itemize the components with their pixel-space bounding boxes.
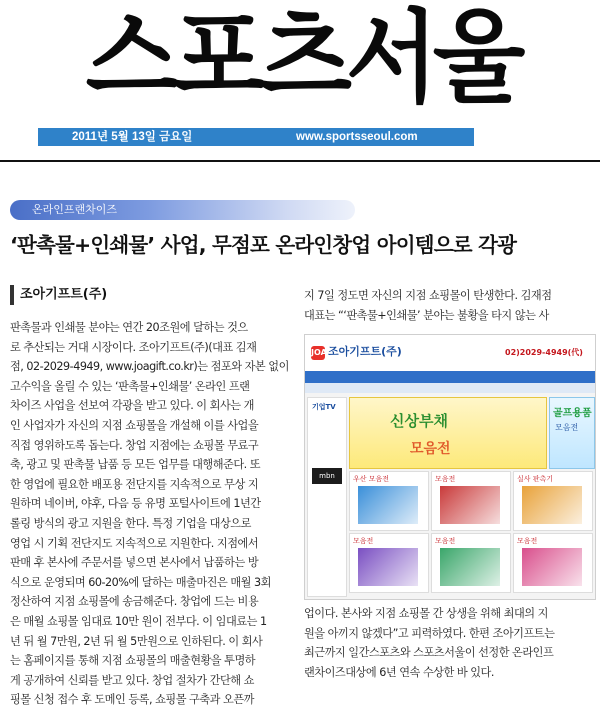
screenshot-logo: JOA조아기프트(주) bbox=[311, 345, 402, 358]
screenshot-subnav bbox=[305, 383, 595, 393]
product-image bbox=[522, 548, 582, 586]
article-line: 판매 후 본사에 주문서를 넣으면 본사에서 납품하는 방 bbox=[10, 556, 259, 570]
product-image bbox=[440, 548, 500, 586]
site-url: www.sportsseoul.com bbox=[296, 131, 418, 143]
golf-title: 골프용품 bbox=[553, 408, 592, 419]
article-line: 은 매월 쇼핑몰 임대료 10만 원이 전부다. 이 임대료는 1 bbox=[10, 614, 267, 628]
product-tile-label: 모음전 bbox=[517, 537, 538, 545]
screenshot-side-label: 기업TV bbox=[312, 403, 336, 411]
article-line: 정산하여 지점 쇼핑몰에 송금해준다. 창업에 드는 비용 bbox=[10, 595, 259, 609]
section-badge bbox=[10, 200, 355, 220]
product-image bbox=[522, 486, 582, 524]
banner-subtitle: 모음전 bbox=[410, 441, 451, 457]
article-line: 지 7일 정도면 자신의 지점 쇼핑몰이 탄생한다. 김재점 bbox=[304, 289, 552, 302]
screenshot-nav bbox=[305, 371, 595, 383]
article-line: 업이다. 본사와 지점 쇼핑몰 간 상생을 위해 최대의 지 bbox=[304, 607, 548, 620]
article-column-right-bottom bbox=[304, 604, 596, 682]
golf-subtitle: 모음전 bbox=[555, 423, 579, 432]
article-line: 점, 02-2029-4949, www.joagift.co.kr)는 점포와 자본 없이 bbox=[10, 360, 289, 374]
article-line: 핑몰 신청 접수 후 도메인 등록, 쇼핑몰 구축과 오픈까 bbox=[10, 693, 254, 707]
product-tile bbox=[513, 533, 593, 593]
article-line: 인 사업자가 자신의 지점 쇼핑몰을 개설해 이를 사업을 bbox=[10, 418, 259, 432]
product-tile bbox=[349, 533, 429, 593]
article-headline: ‘판촉물+인쇄물’ 사업, 무점포 온라인창업 아이템으로 각광 bbox=[10, 233, 517, 257]
product-image bbox=[358, 486, 418, 524]
mbn-logo: mbn bbox=[312, 468, 342, 484]
date-bar bbox=[38, 128, 474, 146]
product-tile bbox=[513, 471, 593, 531]
article-line: 로 추산되는 거대 시장이다. 조아기프트(주)(대표 김재 bbox=[10, 340, 257, 354]
article-line: 랜차이즈대상에 6년 연속 수상한 바 있다. bbox=[304, 665, 494, 679]
product-tile-label: 실사 판촉기 bbox=[517, 475, 554, 483]
screenshot-product-grid bbox=[349, 471, 593, 595]
article-line: 게 공개하여 신뢰를 받고 있다. 창업 절차가 간단해 쇼 bbox=[10, 673, 254, 687]
article-line: 대표는 “‘판촉물+인쇄물’ 분야는 불황을 타지 않는 사 bbox=[304, 308, 549, 322]
article-line: 식으로 운영되며 60-20%에 달하는 매출마진은 매월 3회 bbox=[10, 575, 271, 589]
product-tile-label: 모음전 bbox=[435, 475, 456, 483]
article-line: 판촉물과 인쇄물 분야는 연간 20조원에 달하는 것으 bbox=[10, 321, 248, 334]
product-image bbox=[440, 486, 500, 524]
article-column-left bbox=[10, 318, 302, 710]
product-tile bbox=[349, 471, 429, 531]
banner-title: 신상부채 bbox=[390, 412, 448, 430]
newspaper-logo: 스포츠서울 bbox=[85, 0, 520, 117]
screenshot-sidebar bbox=[307, 397, 347, 597]
article-line: 고수익을 올릴 수 있는 ‘판촉물+인쇄물’ 온라인 프랜 bbox=[10, 379, 250, 393]
product-tile bbox=[431, 471, 511, 531]
article-byline: 조아기프트(주) bbox=[20, 287, 108, 302]
product-image bbox=[358, 548, 418, 586]
article-line: 원을 아끼지 않겠다”고 피력하였다. 한편 조아기프트는 bbox=[304, 626, 555, 640]
article-line: 는 홈페이지를 통해 지점 쇼핑몰의 매출현황을 투명하 bbox=[10, 654, 256, 668]
joa-logo-icon: JOA bbox=[311, 346, 325, 360]
article-line: 영업 시 기획 전단지도 지속적으로 지원한다. 지점에서 bbox=[10, 536, 259, 550]
product-tile-label: 모음전 bbox=[353, 537, 374, 545]
screenshot-header bbox=[305, 335, 595, 371]
masthead bbox=[0, 0, 600, 150]
product-tile bbox=[431, 533, 511, 593]
screenshot-main-banner bbox=[349, 397, 547, 469]
website-screenshot bbox=[304, 334, 596, 600]
product-tile-label: 모음전 bbox=[435, 537, 456, 545]
article-line: 직접 영위하도록 돕는다. 창업 지점에는 쇼핑몰 무료구 bbox=[10, 438, 259, 452]
byline-marker bbox=[10, 285, 14, 305]
article-column-right-top bbox=[304, 286, 596, 325]
product-tile-label: 우산 모음전 bbox=[353, 475, 390, 483]
screenshot-phone: 02)2029-4949(代) bbox=[505, 348, 583, 357]
article-line: 차이즈 사업을 선보여 각광을 받고 있다. 이 회사는 개 bbox=[10, 399, 254, 413]
screenshot-golf-banner bbox=[549, 397, 595, 469]
article-line: 롤링 방식의 광고 지원을 한다. 특정 기업을 대상으로 bbox=[10, 516, 251, 530]
section-label: 온라인프랜차이즈 bbox=[32, 203, 118, 216]
article-line: 한 영업에 필요한 배포용 전단지를 지속적으로 무상 지 bbox=[10, 477, 259, 491]
header-rule bbox=[0, 160, 600, 162]
article-line: 최근까지 일간스포츠와 스포츠서울이 선정한 온라인프 bbox=[304, 646, 554, 660]
article-line: 원하며 네이버, 야후, 다음 등 유명 포털사이트에 1년간 bbox=[10, 497, 261, 511]
article-line: 축, 광고 및 판촉물 납품 등 모든 업무를 대행해준다. 또 bbox=[10, 458, 261, 472]
article-line: 년 뒤 월 7만원, 2년 뒤 월 5만원으로 인하된다. 이 회사 bbox=[10, 634, 263, 648]
issue-date: 2011년 5월 13일 금요일 bbox=[72, 131, 193, 143]
